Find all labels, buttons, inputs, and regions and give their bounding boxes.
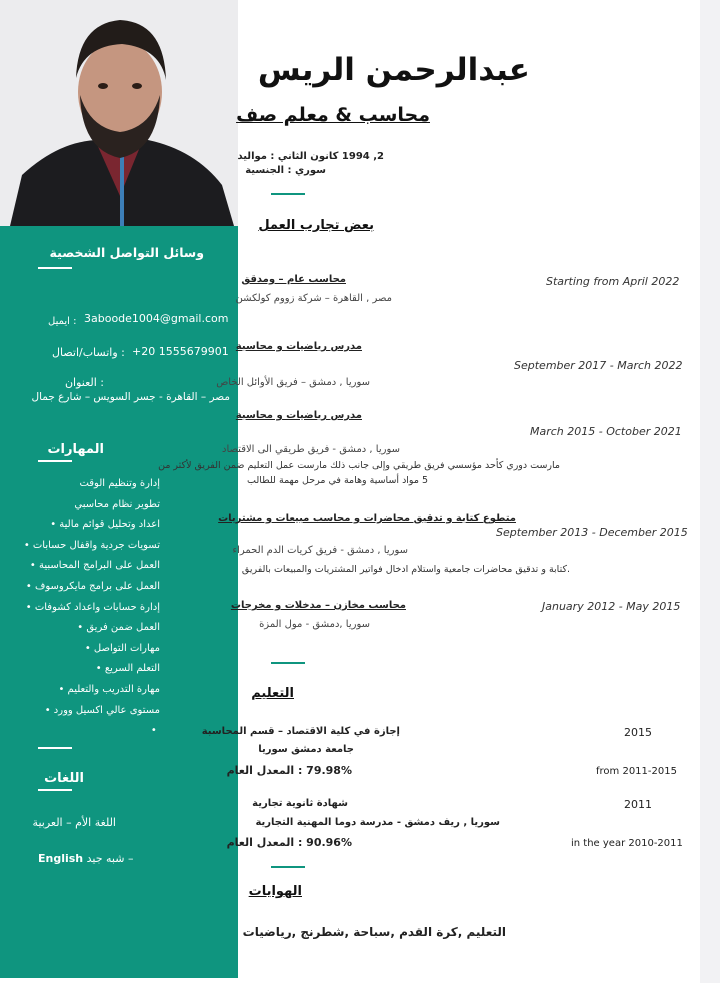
email-label: : ايميل xyxy=(48,316,77,327)
skill-item: التعلم السريع • xyxy=(95,663,160,675)
job-place: مصر , القاهرة – شركة زووم كولكشن xyxy=(235,293,392,304)
skill-text: مهارة التدريب والتعليم xyxy=(67,683,160,695)
education-degree: إجازة في كلية الاقتصاد – قسم المحاسبة xyxy=(201,726,400,737)
phone-value[interactable]: +20 1555679901 xyxy=(132,345,229,358)
job-place: سوريا , دمشق – فريق الأوائل الخاص xyxy=(216,377,370,388)
skill-text: العمل على برامج مايكروسوف xyxy=(34,580,160,592)
job-date: September 2017 - March 2022 xyxy=(514,359,683,372)
contact-divider xyxy=(38,267,72,269)
profile-photo xyxy=(0,0,238,226)
profile-photo-illustration xyxy=(0,0,238,226)
skills-title: المهارات xyxy=(47,442,104,457)
job-role: مدرس رياضيات و محاسبة xyxy=(235,341,362,352)
skill-item: العمل ضمن فريق • xyxy=(77,622,160,634)
skill-item: إدارة حسابات واعداد كشوفات • xyxy=(25,601,160,613)
birth-date: 2, 1994 كانون الثاني : مواليد xyxy=(237,151,384,162)
experience-divider xyxy=(271,193,305,195)
skill-item: تسويات جردية واقفال حسابات • xyxy=(23,539,160,551)
job-place: سوريا , دمشق - فريق طريقي الى الاقتصاد xyxy=(222,444,400,455)
skill-text: إدارة حسابات واعداد كشوفات xyxy=(34,601,160,613)
sidebar xyxy=(0,0,238,978)
education-divider xyxy=(271,662,305,664)
contact-title: وسائل التواصل الشخصية xyxy=(49,245,204,260)
skills-divider xyxy=(38,460,72,462)
email-value[interactable]: 3aboode1004@gmail.com xyxy=(84,312,229,325)
skill-item: اعداد وتحليل قوائم مالية • xyxy=(50,519,160,531)
job-place: سوريا , دمشق - فريق كريات الدم الحمراء xyxy=(232,545,408,556)
phone-label: : واتساب/اتصال xyxy=(52,346,125,359)
address-label: : العنوان xyxy=(64,376,104,389)
skill-item: إدارة وتنظيم الوقت xyxy=(79,478,160,489)
skill-item: العمل على برامج مايكروسوف • xyxy=(25,580,160,592)
education-title: التعليم xyxy=(251,686,294,701)
job-detail: 5 مواد أساسية وهامة في مرحل مهمة للطالب xyxy=(247,475,428,486)
hobbies-text: التعليم ,كرة القدم ,سباحة ,شطرنج ,رياضيات xyxy=(242,925,506,939)
job-role: مدرس رياضيات و محاسبة xyxy=(235,410,362,421)
education-period: from 2011-2015 xyxy=(596,766,677,777)
hobbies-divider xyxy=(271,866,305,868)
job-date: March 2015 - October 2021 xyxy=(530,425,682,438)
skill-text: تسويات جردية واقفال حسابات xyxy=(32,539,160,551)
job-date: January 2012 - May 2015 xyxy=(542,600,681,613)
lang-arabic: اللغة الأم – العربية xyxy=(32,816,116,829)
education-gpa: 79.98% : المعدل العام xyxy=(226,764,352,777)
skill-item: مهارات التواصل • xyxy=(84,642,160,654)
lang-english-name: English xyxy=(38,852,84,865)
skill-text: العمل على البرامج المحاسبية xyxy=(39,560,160,572)
hobbies-title: الهوايات xyxy=(248,884,302,899)
lang-english xyxy=(38,852,133,865)
lang-english-level: شبه جيد – xyxy=(86,852,134,865)
job-date: September 2013 - December 2015 xyxy=(496,526,688,539)
education-gpa: 90.96% : المعدل العام xyxy=(226,836,352,849)
job-date: Starting from April 2022 xyxy=(546,275,680,288)
candidate-name: عبدالرحمن الريس xyxy=(257,52,530,88)
education-year: 2015 xyxy=(624,726,652,739)
job-detail: .كتابة و تدقيق محاضرات جامعية واستلام ادخال فواتير المشتريات والمبيعات بالفريق xyxy=(241,564,570,575)
job-detail: مارست دوري كأحد مؤسسي فريق طريقي وإلى جانب ذلك مارست عمل التعليم ضمن الفريق لأكثر من xyxy=(158,460,560,471)
skill-text: اعداد وتحليل قوائم مالية xyxy=(59,519,160,531)
skill-item: مهارة التدريب والتعليم • xyxy=(58,683,160,695)
address-value: مصر – القاهرة - جسر السويس – شارع جمال xyxy=(31,391,230,403)
languages-title: اللغات xyxy=(44,771,84,786)
skills-list xyxy=(24,474,160,742)
job-role: محاسب عام – ومدقق xyxy=(241,274,346,285)
job-role: محاسب مخازن – مدخلات و مخرجات xyxy=(230,600,406,611)
skill-text: مهارات التواصل xyxy=(93,642,160,654)
languages-divider-top xyxy=(38,747,72,749)
skill-text: مستوى عالي اكسيل وورد xyxy=(53,704,160,716)
education-institution: جامعة دمشق سوريا xyxy=(258,744,354,755)
skill-item: مستوى عالي اكسيل وورد • xyxy=(44,704,160,716)
nationality: سوري : الجنسية xyxy=(245,165,326,176)
education-period: in the year 2010-2011 xyxy=(571,838,683,849)
skill-text: العمل ضمن فريق xyxy=(86,622,160,634)
skill-item: • xyxy=(150,725,160,737)
experience-title: بعض تجارب العمل xyxy=(258,218,374,233)
skill-item: تطوير نظام محاسبي xyxy=(74,498,160,510)
job-role: متطوع كتابة و تدقيق محاضرات و محاسب مبيعات و مشتريات xyxy=(218,513,516,524)
skill-text: التعلم السريع xyxy=(104,663,160,675)
languages-divider xyxy=(38,789,72,791)
job-place: سوريا ,دمشق - مول المزة xyxy=(259,619,370,630)
education-year: 2011 xyxy=(624,798,652,811)
education-institution: سوريا , ريف دمشق - مدرسة دوما المهنية التجارية xyxy=(255,817,500,828)
skill-item: العمل على البرامج المحاسبية • xyxy=(29,560,160,572)
job-title: محاسب & معلم صف xyxy=(236,104,430,126)
education-degree: شهادة ثانوية تجارية xyxy=(252,798,348,809)
